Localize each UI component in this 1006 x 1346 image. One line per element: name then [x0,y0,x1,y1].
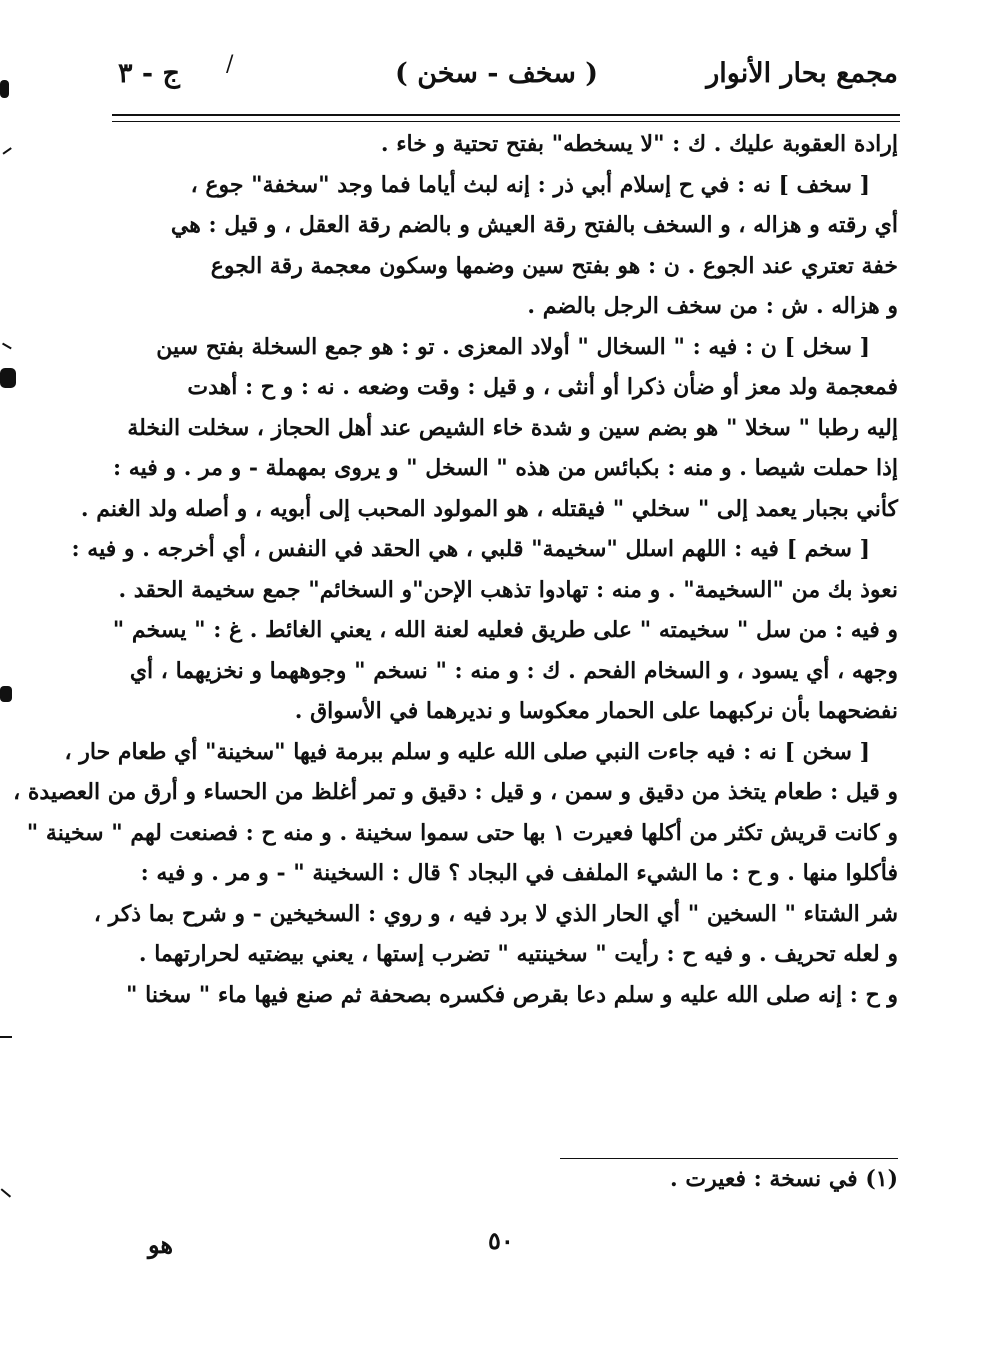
main-text [13,124,898,1015]
text-line: فمعجمة ولد معز أو ضأن ذكرا أو أنثى ، و قيل : وقت وضعه . نه : و ح : أهدت [187,374,898,400]
header-mark: / [226,52,234,77]
footnote-rule [560,1158,898,1159]
text-line: شر الشتاء " السخين " أي الحار الذي لا برد فيه ، و روي : السخيخين - و شرح بما ذكر ، [93,900,898,927]
header-rule-thick [112,114,900,116]
text-line: إرادة العقوبة عليك . ك : "لا يسخطه" بفتح تحتية و خاء . [380,131,898,157]
catchword: هو [148,1230,174,1259]
text-line: و ح : إنه صلى الله عليه و سلم دعا بقرص فكسره بصحفة ثم صنع فيها ماء " سخنا " [126,981,898,1008]
text-line: خفة تعتري عند الجوع . ن : هو بفتح سين وضمها وسكون معجمة رقة الجوع [210,252,898,279]
scan-speck [2,147,11,154]
text-line: و فيه : من سل " سخيمته " على طريق فعليه لعنة الله ، يعني الغائط . غ : " يسخم " [112,617,898,643]
text-line: [ سخن ] نه : فيه جاءت النبي صلى الله عليه و سلم ببرمة فيها "سخينة" أي طعام حار ، [64,738,870,765]
volume-number: ج - ٣ [118,58,180,89]
running-header [118,52,898,108]
text-line: وجهه ، أي يسود ، و السخام الفحم . ك : و منه : " نسخم " وجوههما و نخزيهما ، أي [129,657,898,684]
text-line: [ سخل ] ن : فيه : " السخال " أولاد المعزى . تو : هو جمع السخلة بفتح سين [156,333,870,360]
scan-speck [2,343,11,349]
page-number: ٥٠ [488,1226,514,1255]
text-line: نفضحهما بأن نركبهما على الحمار معكوسا و نديرهما في الأسواق . [294,698,898,724]
text-line: إذا حملت شيصا . و منه : بكبائس من هذه " السخل " و يروى بمهملة - و مر . و فيه : [113,455,898,481]
book-title: مجمع بحار الأنوار [706,58,898,89]
footnote: (١) في نسخة : فعيرت . [670,1166,898,1192]
header-rule-thin [112,121,900,122]
text-line: [ سخف ] نه : في ح إسلام أبي ذر : إنه لبث أياما فما وجد "سخفة" جوع ، [190,171,870,198]
text-line: أي رقته و هزاله ، و السخف بالفتح رقة العيش و بالضم رقة العقل ، و قيل : هي [170,212,898,238]
text-line: و هزاله . ش : من سخف الرجل بالضم . [527,293,898,319]
scan-speck [1,1188,11,1197]
section-heading: ( سخف - سخن ) [395,58,598,89]
scan-speck [0,1036,12,1038]
text-line: كأني بجبار يعمد إلى " سخلي " فيقتله ، هو المولود المحبب إلى أبويه ، و أصله ولد الغنم . [80,495,898,522]
text-line: و لعله تحريف . و فيه ح : رأيت " سخينتيه " تضرب إستها ، يعني بيضتيه لحرارتهما . [138,941,898,967]
text-line: فأكلوا منها . و ح : ما الشيء الملفف في البجاد ؟ قال : السخينة " - و مر . و فيه : [140,860,898,886]
text-line: [ سخم ] فيه : اللهم اسلل "سخيمة" قلبي ، هي الحقد في النفس ، أي أخرجه . و فيه : [71,536,870,562]
scan-speck [0,686,12,702]
text-line: إليه رطبا " سخلا " هو بضم سين و شدة خاء الشيص عند أهل الحجاز ، سخلت النخلة [127,414,898,441]
scan-speck [0,368,16,388]
text-line: و كانت قريش تكثر من أكلها فعيرت ١ بها حتى سموا سخينة . و منه ح : فصنعت لهم " سخينة " [26,819,898,846]
scan-speck [0,80,9,98]
text-line: و قيل : طعام يتخذ من دقيق و سمن ، و قيل : دقيق و تمر أغلظ من الحساء و أرق من العصيدة ، [13,779,898,805]
text-line: نعوذ بك من "السخيمة" . و منه : تهادوا تذهب الإحن"و السخائم" جمع سخيمة الحقد . [118,576,898,603]
